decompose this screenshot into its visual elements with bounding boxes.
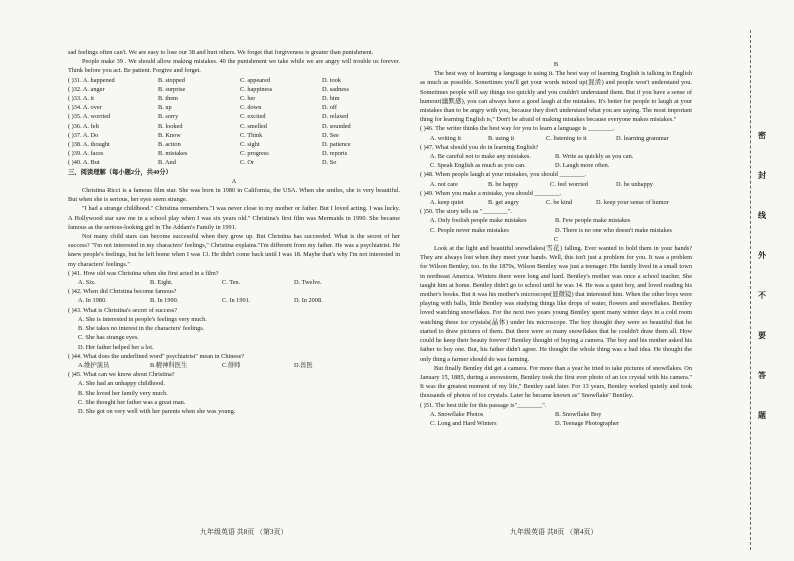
options-50-ab[interactable]: A. Only foolish people make mistakes B. Few people make mistakes <box>430 217 631 225</box>
passage-letter-c: C <box>553 235 559 243</box>
options-51-ab[interactable]: A. Snowflake Photos B. Snowflake Boy <box>430 410 602 418</box>
question-51: ( )51. The best title for this passage is"________". <box>420 401 547 409</box>
cloze-row[interactable]: ( )39. A. faces B. mistakes C. progress D. reports <box>68 150 348 158</box>
options-46[interactable]: A. writing it B. using it C. listening to it D. learning grammar <box>430 134 669 142</box>
cloze-options <box>68 76 400 168</box>
options-47-cd[interactable]: C. Speak English as much as you can. D. Laugh more often. <box>430 162 610 170</box>
options-41[interactable]: A. Six. B. Eight. C. Ten. D. Twelve. <box>78 279 322 287</box>
cloze-row[interactable]: ( )31. A. happened B. stopped C. appeared D. took <box>68 76 341 84</box>
right-page-footer: 九年级英语 共8页 （第4页） <box>510 528 598 536</box>
left-page-footer: 九年级英语 共8页 （第3页） <box>200 528 288 536</box>
option-43b[interactable]: B. She takes no interest in the characters' feelings. <box>78 325 205 333</box>
option-45c[interactable]: C. She thought her father was a great man. <box>78 398 186 406</box>
option-45b[interactable]: B. She loved her family very much. <box>78 389 168 397</box>
options-44[interactable]: A.维护演员 B.精神科医生 C.俳师 D.兽医 <box>78 361 313 369</box>
question-43: ( )43. What is Christina's secret of success? <box>68 306 178 314</box>
binding-char: 线 <box>758 211 766 220</box>
question-48: ( )48. When people laugh at your mistakes, you should ________. <box>420 171 587 179</box>
cloze-row[interactable]: ( )33. A. it B. them C. her D. him <box>68 95 340 103</box>
binding-char: 密 <box>758 131 766 140</box>
cloze-row[interactable]: ( )38. A. thought B. action C. sight D. patience <box>68 141 351 149</box>
options-42[interactable]: A. In 1980. B. In 1990. C. In 1991. D. In 2008. <box>78 297 323 305</box>
passage-intro-1: sad feelings often can't. We are easy to lose our 38 and hurt others. We forget that forgiveness is greater than punishment. <box>68 49 374 56</box>
binding-char: 不 <box>758 291 766 300</box>
passage-letter-a: A <box>231 177 237 185</box>
binding-char: 题 <box>758 411 766 420</box>
passage-a-p1: Christina Ricci is a famous film star. She was born in 1980 in California, the USA. When she smiles, she is very beautiful. But when she is serious, her eyes seem strange. <box>68 187 400 204</box>
question-41: ( )41. How old was Christina when she first acted in a film? <box>68 269 219 277</box>
cloze-row[interactable]: ( )35. A. worried B. sorry C. excited D. relaxed <box>68 113 349 121</box>
options-49[interactable]: A. keep quiet B. get angry C. be kind D. keep your sense of humor <box>430 199 669 207</box>
passage-a-p3: Not many child stars can become successful when they grow up. But Christina has succeeded. What is the secret of her success? "I'm not interested in my characters' feelings," Christina explains."I'm different from my father. He was a psychiatrist. He knew people's feelings, but he left home when I was 13. He didn't come back until I was 18. Maybe that's why I'm not interested in my characters' feelings." <box>68 233 400 268</box>
options-50-cd[interactable]: C. People never make mistakes D. There is no one who doesn't make mistakes <box>430 226 672 234</box>
passage-c-p1: Look at the light and beautiful snowflakes(雪花) falling. Ever wanted to hold them in your hands? They are always lost when they meet your hands. Well, this isn't just a problem for you. It was a problem for Wilson Bentley, too. In the 1870s, Wilson Bentley was just a teenager. His family lived in a small town in northeast America. Winters there were long and hard. Bentley's mother was once a school teacher. She taught him at home. Bentley didn't go to school until he was 14. He was a quiet boy, and loved reading his mother's books. But it was his mother's microscope(显微镜) that interested him. When the other boys were playing with balls, little Bentley was studying things like drops of water, flowers and snowflakes. Bentley loved watching snowflakes. For the next two years young Bentley spent many winter days in a cold room watching these ice crystals(晶体) under his microscope. The boy thought they were so beautiful that he started to draw pictures of them. But there were so many snowflakes that he couldn't draw them all. How could he keep their beauty forever? Bentley thought of buying a camera. The boy and his mother asked his father to buy one. But, his father didn't agree. He thought the whole thing was a bad idea. He thought the only thing a farmer should do was farming. <box>420 245 692 363</box>
option-43c[interactable]: C. She has strange eyes. <box>78 334 139 342</box>
option-43d[interactable]: D. Her father helped her a lot. <box>78 343 154 351</box>
passage-a-p2: "I had a strange childhood." Christina remembers."I was never close to my mother or father. But I loved acting. I was lucky. A Hollywood star saw me in a school play when I was six years old." Christina's first film was Mermaids in 1990. She became famous as the serious-looking girl in The Addam's Family in 1991. <box>68 205 400 231</box>
binding-dashed-line <box>750 30 751 550</box>
passage-c-p2: But finally Bentley did get a camera. For more than a year he tried to take pictures of snowflakes. On January 15, 1885, during a snowstorm, Bentley took the first ever photo of an ice crystal with his camera." It was the greatest moment of my life," Bentley said later. For 13 years, Bentley worked quietly and took thousands of photos of ice crystals. Later he became known as" Snowflake" Bentley. <box>420 364 692 400</box>
binding-char: 外 <box>758 251 766 260</box>
option-45d[interactable]: D. She got on very well with her parents when she was young. <box>78 407 236 415</box>
cloze-row[interactable]: ( )32. A. anger B. surprise C. happiness D. sadness <box>68 85 349 93</box>
section-heading: 三、阅读理解（每小题2分，共40分） <box>68 168 172 176</box>
question-45: ( )45. What can we know about Christina? <box>68 371 175 379</box>
cloze-row[interactable]: ( )40. A. But B. And C. Or D. So <box>68 159 337 167</box>
cloze-row[interactable]: ( )34. A. over B. up C. down D. off <box>68 104 337 112</box>
question-50: ( )50. The story tells us "________". <box>420 208 512 216</box>
options-47-ab[interactable]: A. Be careful not to make any mistakes. B. Write as quickly as you can. <box>430 153 634 161</box>
option-43a[interactable]: A. She is interested in people's feelings very much. <box>78 315 207 323</box>
options-48[interactable]: A. not care B. be happy C. feel worried D. be unhappy <box>430 180 653 188</box>
binding-char: 要 <box>758 331 766 340</box>
question-42: ( )42. When did Christina become famous? <box>68 288 177 296</box>
cloze-row[interactable]: ( )36. A. felt B. looked C. smelled D. sounded <box>68 122 351 130</box>
options-51-cd[interactable]: C. Long and Hard Winters D. Teenage Photographer <box>430 419 619 427</box>
question-47: ( )47. What should you do in learning English? <box>420 143 539 151</box>
option-45a[interactable]: A. She had an unhappy childhood. <box>78 380 165 388</box>
passage-intro-2: People make 39 . We should allow making mistakes. 40 the punishment we take while we are angry will trouble us forever. Think before you act. Be patient. Forgive and forget. <box>68 58 400 75</box>
question-44: ( )44. What does the underlined word" psychiatrist" mean in Chinese? <box>68 352 245 360</box>
cloze-row[interactable]: ( )37. A. Do B. Know C. Think D. See <box>68 131 339 139</box>
question-46: ( )46. The writer thinks the best way for you to learn a language is ________. <box>420 125 615 133</box>
binding-char: 答 <box>758 371 766 380</box>
question-49: ( )49. When you make a mistake, you should ________. <box>420 189 562 197</box>
left-page <box>68 48 400 416</box>
passage-b-p1: The best way of learning a language is using it. The best way of learning English is talking in English as much as possible. Sometimes you'll get your words mixed up(混淆) and people won't understand you. Sometimes people will say things too quickly and you couldn't understand them. But if you have a sense of humour(幽默感), you can always have a good laugh at the mistakes. It's better for people to laugh at your mistakes than to be angry with you, because they don't understand what you are saying. The most important thing for learning English is," Don't be afraid of making mistakes because everyone makes mistakes." <box>420 70 692 124</box>
binding-char: 封 <box>758 171 766 180</box>
right-page <box>420 60 692 428</box>
passage-letter-b: B <box>553 61 559 68</box>
